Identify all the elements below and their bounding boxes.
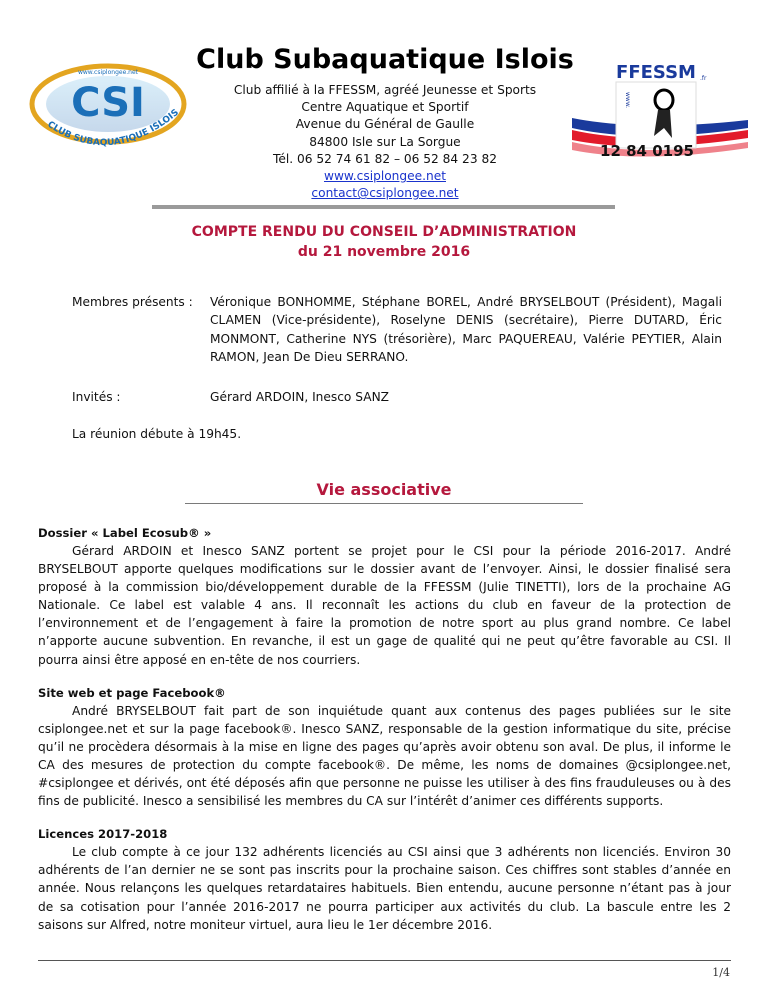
report-body bbox=[38, 524, 731, 949]
ffessm-logo-vertical: www. bbox=[624, 92, 631, 109]
section-title: Vie associative bbox=[316, 480, 452, 499]
section-block bbox=[38, 684, 731, 811]
footer-divider bbox=[38, 960, 731, 961]
ffessm-logo-text: FFESSM bbox=[616, 62, 696, 83]
present-label: Membres présents : bbox=[72, 295, 193, 309]
website-link[interactable]: www.csiplongee.net bbox=[323, 169, 446, 184]
section-block bbox=[38, 524, 731, 669]
info-line: Avenue du Général de Gaulle bbox=[295, 117, 475, 132]
header-divider bbox=[152, 205, 615, 209]
email-link[interactable]: contact@csiplongee.net bbox=[311, 186, 459, 201]
club-title: Club Subaquatique Islois bbox=[196, 44, 574, 75]
present-members-row bbox=[72, 293, 722, 367]
csi-logo-arc-text: CLUB SUBAQUATIQUE ISLOIS bbox=[45, 107, 181, 149]
report-date: du 21 novembre 2016 bbox=[297, 244, 471, 260]
page-number: 1/4 bbox=[712, 966, 730, 979]
guests-value: Gérard ARDOIN, Inesco SANZ bbox=[210, 389, 390, 404]
info-line: Tél. 06 52 74 61 82 – 06 52 84 23 82 bbox=[273, 151, 497, 166]
info-line: Club affilié à la FFESSM, agréé Jeunesse et Sports bbox=[233, 83, 537, 97]
section-underline bbox=[185, 503, 583, 504]
section-text: André BRYSELBOUT fait part de son inquiétude quant aux contenus des pages publiées sur le site csiplongee.net et sur la page facebook®. Inesco SANZ, responsable de la gestion informatique du site, précise qu’il ne procèdera désormais à la mise en ligne des pages qu’après avoir obtenu son aval. De plus, il informe le CA des mesures de protection du compte facebook®. De même, les noms de domaines @csiplongee.net, #csiplongee et dérivés, ont été déposés afin que personne ne puisse les utiliser à des fins frauduleuses ou à des fins de publicité. Inesco a sensibilisé les membres du CA sur l’intérêt d’animer ces différents supports. bbox=[38, 703, 731, 809]
csi-logo-text: CSI bbox=[71, 80, 145, 126]
club-contact-info bbox=[185, 82, 585, 202]
section-text: Le club compte à ce jour 132 adhérents licenciés au CSI ainsi que 3 adhérents non licenciés. Environ 30 adhérents de l’an dernier ne se sont pas inscrits pour la prochaine saison. Ces chiffres sont stables d’année en année. Nous relançons les quelques retardataires habituels. Bien entendu, aucune personne n’étant pas à jour de sa cotisation pour l’année 2016-2017 ne pourra participer aux activités du club. La bascule entre les 2 saisons sur Alfred, notre moniteur virtuel, aura lieu le 1er décembre 2016. bbox=[38, 845, 731, 932]
section-heading: Dossier « Label Ecosub® » bbox=[38, 526, 212, 540]
report-title-line1: COMPTE RENDU DU CONSEIL D’ADMINISTRATION bbox=[191, 224, 577, 240]
section-heading: Licences 2017-2018 bbox=[38, 827, 168, 842]
section-block bbox=[38, 825, 731, 933]
meeting-start: La réunion débute à 19h45. bbox=[72, 427, 242, 441]
ffessm-logo-small: .fr bbox=[700, 75, 707, 82]
csi-logo-url: www.csiplongee.net bbox=[77, 69, 139, 76]
info-line: Centre Aquatique et Sportif bbox=[301, 100, 469, 115]
info-line: 84800 Isle sur La Sorgue bbox=[309, 134, 461, 149]
present-value: Véronique BONHOMME, Stéphane BOREL, André BRYSELBOUT (Président), Magali CLAMEN (Vice-présidente), Roselyne DENIS (secrétaire), Pierre DUTARD, Éric MONMONT, Catherine NYS (trésorière), Marc PAQUEREAU, Valérie PEYTIER, Alain RAMON, Jean De Dieu SERRANO. bbox=[210, 295, 722, 365]
section-text: Gérard ARDOIN et Inesco SANZ portent se projet pour le CSI pour la période 2016-2017. André BRYSELBOUT apporte quelques modifications sur le dossier avant de l’envoyer. Ainsi, le dossier finalisé sera proposé à la commission bio/développement durable de la FFESSM (Julie TINETTI), lors de la prochaine AG Nationale. Ce label est valable 4 ans. Il reconnaît les actions du club en faveur de la protection de l’environnement et de l’engagement à faire la promotion de notre sport au plus grand nombre. Ce label n’apporte aucune subvention. En revanche, il est un gage de qualité qui ne peut qu’être favorable au CSI. Il pourra ainsi être apposé en en-tête de nos courriers. bbox=[38, 544, 731, 667]
guests-row bbox=[72, 388, 722, 406]
report-title bbox=[120, 222, 648, 262]
license-number: 12 84 0195 bbox=[600, 142, 694, 160]
section-heading: Site web et page Facebook® bbox=[38, 685, 226, 700]
guests-label: Invités : bbox=[72, 389, 121, 404]
attendance bbox=[72, 293, 722, 427]
